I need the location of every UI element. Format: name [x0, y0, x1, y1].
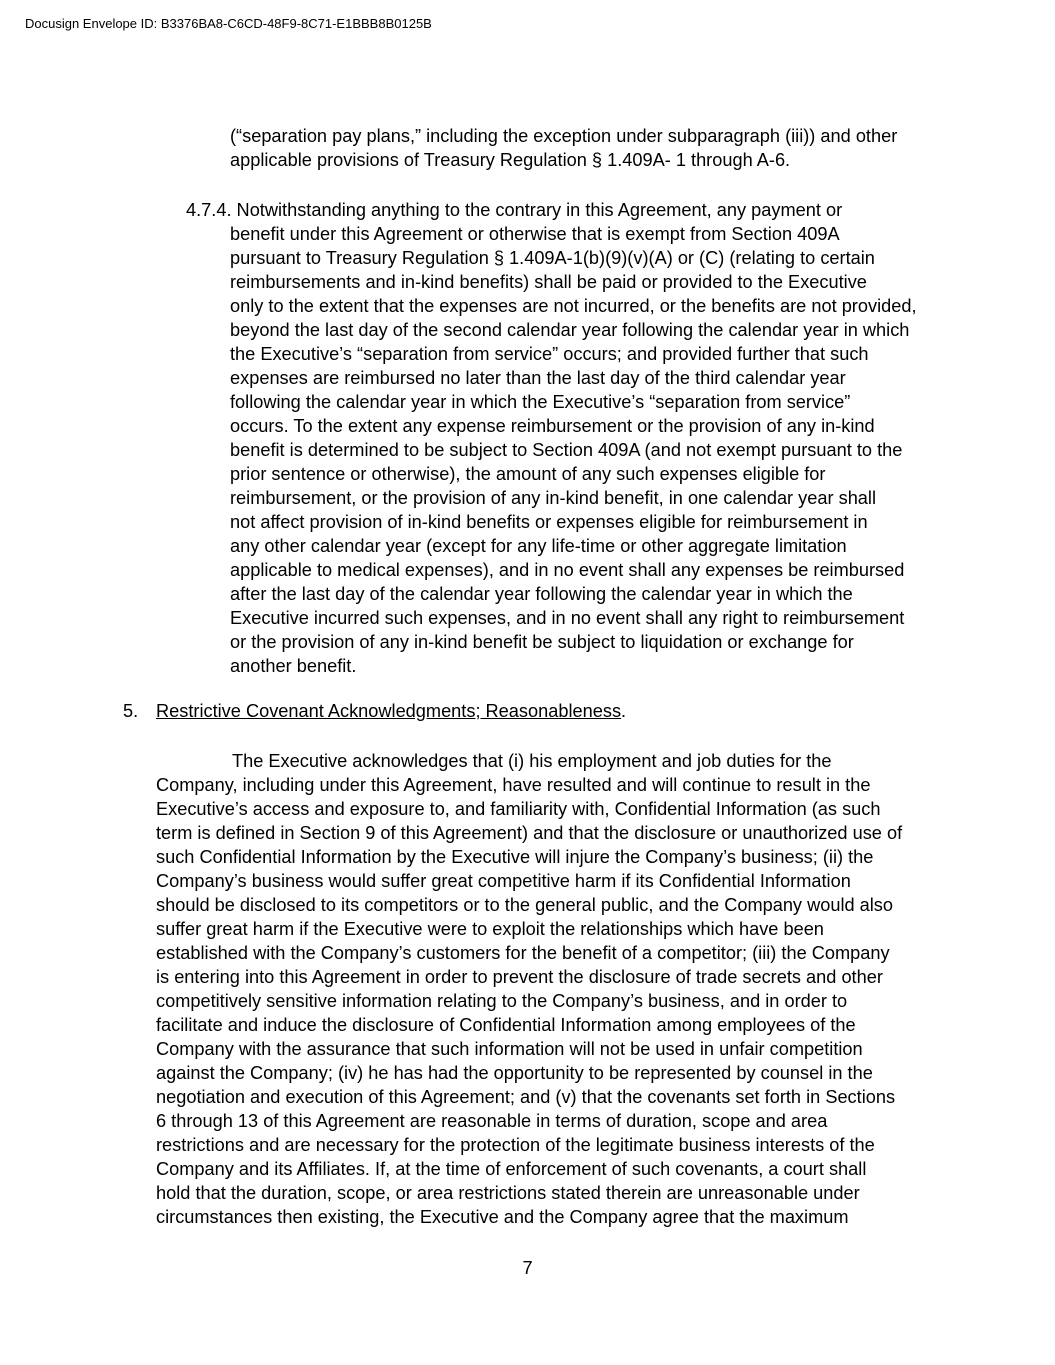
text-line: is entering into this Agreement in order to prevent the disclosure of trade secrets and other	[156, 967, 883, 987]
text-line: benefit is determined to be subject to Section 409A (and not exempt pursuant to the	[230, 440, 903, 460]
text-line: another benefit.	[230, 656, 357, 676]
text-line: established with the Company’s customers for the benefit of a competitor; (iii) the Company	[156, 943, 890, 963]
text-line: benefit under this Agreement or otherwise that is exempt from Section 409A	[230, 224, 840, 244]
text-line: not affect provision of in-kind benefits or expenses eligible for reimbursement in	[230, 512, 868, 532]
text-line: Executive’s access and exposure to, and familiarity with, Confidential Information (as such	[156, 799, 881, 819]
text-line: should be disclosed to its competitors or to the general public, and the Company would also	[156, 895, 894, 915]
text-line: Executive incurred such expenses, and in no event shall any right to reimbursement	[230, 608, 905, 628]
text-line: any other calendar year (except for any life-time or other aggregate limitation	[230, 536, 847, 556]
page-number: 7	[522, 1258, 533, 1278]
text-line: negotiation and execution of this Agreement; and (v) that the covenants set forth in Sections	[156, 1087, 896, 1107]
text-line: beyond the last day of the second calendar year following the calendar year in which	[230, 320, 910, 340]
text-line: (“separation pay plans,” including the exception under subparagraph (iii)) and other	[230, 126, 898, 146]
text-line: such Confidential Information by the Executive will injure the Company’s business; (ii) the	[156, 847, 874, 867]
section-5-number: 5.	[123, 701, 139, 721]
text-line: only to the extent that the expenses are not incurred, or the benefits are not provided,	[230, 296, 917, 316]
text-line: following the calendar year in which the Executive’s “separation from service”	[230, 392, 851, 412]
text-line: restrictions and are necessary for the protection of the legitimate business interests of the	[156, 1135, 875, 1155]
envelope-id-header: Docusign Envelope ID: B3376BA8-C6CD-48F9-8C71-E1BBB8B0125B	[25, 16, 432, 31]
text-line: Company and its Affiliates. If, at the time of enforcement of such covenants, a court shall	[156, 1159, 867, 1179]
text-line: pursuant to Treasury Regulation § 1.409A-1(b)(9)(v)(A) or (C) (relating to certain	[230, 248, 875, 268]
section-5-heading	[156, 699, 626, 723]
text-line: 4.7.4. Notwithstanding anything to the contrary in this Agreement, any payment or	[186, 200, 843, 220]
text-line: the Executive’s “separation from service” occurs; and provided further that such	[230, 344, 869, 364]
text-line: hold that the duration, scope, or area restrictions stated therein are unreasonable under	[156, 1183, 860, 1203]
text-line: prior sentence or otherwise), the amount of any such expenses eligible for	[230, 464, 826, 484]
text-line: 6 through 13 of this Agreement are reasonable in terms of duration, scope and area	[156, 1111, 828, 1131]
text-line: The Executive acknowledges that (i) his employment and job duties for the	[232, 751, 832, 771]
section-5-title-period: .	[621, 701, 627, 721]
text-line: facilitate and induce the disclosure of Confidential Information among employees of the	[156, 1015, 856, 1035]
text-line: expenses are reimbursed no later than the last day of the third calendar year	[230, 368, 846, 388]
text-line: against the Company; (iv) he has had the opportunity to be represented by counsel in the	[156, 1063, 873, 1083]
text-line: after the last day of the calendar year following the calendar year in which the	[230, 584, 853, 604]
text-line: reimbursements and in-kind benefits) shall be paid or provided to the Executive	[230, 272, 867, 292]
text-line: Company with the assurance that such information will not be used in unfair competition	[156, 1039, 863, 1059]
text-line: Company, including under this Agreement, have resulted and will continue to result in the	[156, 775, 871, 795]
text-line: reimbursement, or the provision of any in-kind benefit, in one calendar year shall	[230, 488, 877, 508]
text-line: circumstances then existing, the Executive and the Company agree that the maximum	[156, 1207, 849, 1227]
text-line: Company’s business would suffer great competitive harm if its Confidential Information	[156, 871, 851, 891]
text-line: occurs. To the extent any expense reimbursement or the provision of any in-kind	[230, 416, 875, 436]
text-line: applicable to medical expenses), and in no event shall any expenses be reimbursed	[230, 560, 905, 580]
text-line: applicable provisions of Treasury Regulation § 1.409A- 1 through A-6.	[230, 150, 791, 170]
text-line: term is defined in Section 9 of this Agreement) and that the disclosure or unauthorized use of	[156, 823, 903, 843]
text-line: or the provision of any in-kind benefit be subject to liquidation or exchange for	[230, 632, 854, 652]
text-line: competitively sensitive information relating to the Company’s business, and in order to	[156, 991, 848, 1011]
text-line: suffer great harm if the Executive were to exploit the relationships which have been	[156, 919, 824, 939]
section-5-title: Restrictive Covenant Acknowledgments; Reasonableness	[156, 701, 622, 721]
